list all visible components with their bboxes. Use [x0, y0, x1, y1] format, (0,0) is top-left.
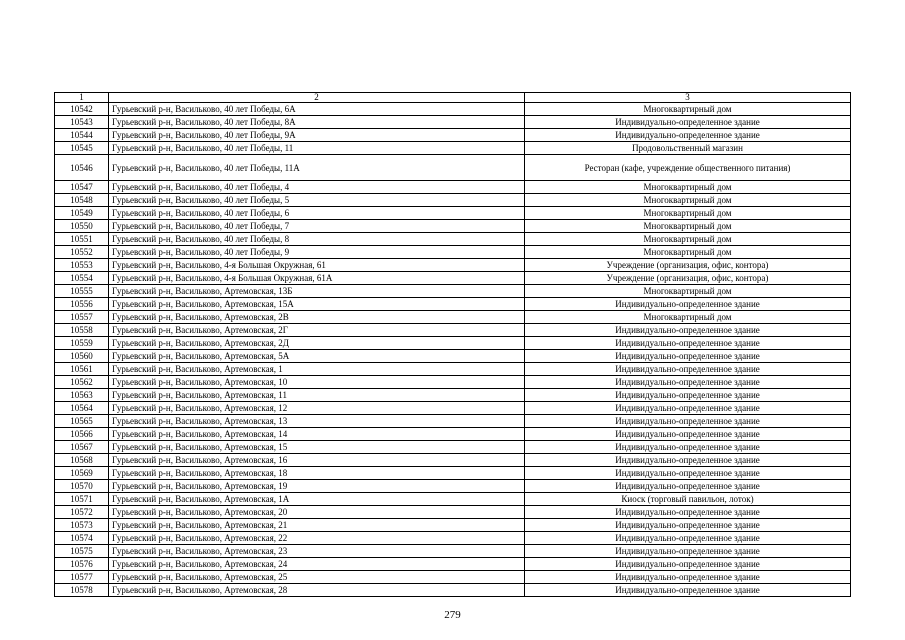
table-row — [55, 480, 851, 493]
row-number-cell: 10571 — [55, 493, 109, 506]
column-header-2: 2 — [109, 93, 525, 103]
address-cell: Гурьевский р-н, Васильково, Артемовская, 16 — [109, 454, 525, 467]
row-number-cell: 10545 — [55, 142, 109, 155]
table-row — [55, 116, 851, 129]
object-type-cell: Индивидуально-определенное здание — [525, 129, 851, 142]
object-type-cell: Индивидуально-определенное здание — [525, 415, 851, 428]
address-cell: Гурьевский р-н, Васильково, 40 лет Победы, 8 — [109, 233, 525, 246]
address-cell: Гурьевский р-н, Васильково, 40 лет Победы, 11 — [109, 142, 525, 155]
address-cell: Гурьевский р-н, Васильково, Артемовская, 13 — [109, 415, 525, 428]
object-type-cell: Индивидуально-определенное здание — [525, 571, 851, 584]
address-cell: Гурьевский р-н, Васильково, Артемовская, 11 — [109, 389, 525, 402]
address-cell: Гурьевский р-н, Васильково, 4-я Большая Окружная, 61 — [109, 259, 525, 272]
object-type-cell: Индивидуально-определенное здание — [525, 454, 851, 467]
address-cell: Гурьевский р-н, Васильково, 40 лет Победы, 9 — [109, 246, 525, 259]
address-cell: Гурьевский р-н, Васильково, Артемовская, 21 — [109, 519, 525, 532]
address-cell: Гурьевский р-н, Васильково, 40 лет Победы, 8А — [109, 116, 525, 129]
object-type-cell: Киоск (торговый павильон, лоток) — [525, 493, 851, 506]
table-row — [55, 350, 851, 363]
object-type-cell: Индивидуально-определенное здание — [525, 480, 851, 493]
table-row — [55, 558, 851, 571]
register-table — [54, 92, 851, 597]
row-number-cell: 10548 — [55, 194, 109, 207]
table-header-row — [55, 93, 851, 103]
column-header-3: 3 — [525, 93, 851, 103]
row-number-cell: 10544 — [55, 129, 109, 142]
row-number-cell: 10578 — [55, 584, 109, 597]
object-type-cell: Индивидуально-определенное здание — [525, 545, 851, 558]
address-cell: Гурьевский р-н, Васильково, Артемовская, 1 — [109, 363, 525, 376]
address-cell: Гурьевский р-н, Васильково, 40 лет Победы, 6 — [109, 207, 525, 220]
row-number-cell: 10567 — [55, 441, 109, 454]
row-number-cell: 10551 — [55, 233, 109, 246]
row-number-cell: 10561 — [55, 363, 109, 376]
row-number-cell: 10566 — [55, 428, 109, 441]
object-type-cell: Продовольственный магазин — [525, 142, 851, 155]
table-row — [55, 415, 851, 428]
object-type-cell: Индивидуально-определенное здание — [525, 298, 851, 311]
address-cell: Гурьевский р-н, Васильково, Артемовская, 5А — [109, 350, 525, 363]
address-cell: Гурьевский р-н, Васильково, Артемовская, 2Д — [109, 337, 525, 350]
address-cell: Гурьевский р-н, Васильково, Артемовская, 2В — [109, 311, 525, 324]
table-row — [55, 324, 851, 337]
page-number: 279 — [444, 609, 461, 621]
object-type-cell: Учреждение (организация, офис, контора) — [525, 272, 851, 285]
row-number-cell: 10555 — [55, 285, 109, 298]
table-row — [55, 493, 851, 506]
address-cell: Гурьевский р-н, Васильково, 4-я Большая Окружная, 61А — [109, 272, 525, 285]
address-cell: Гурьевский р-н, Васильково, Артемовская, 13Б — [109, 285, 525, 298]
row-number-cell: 10570 — [55, 480, 109, 493]
table-row — [55, 441, 851, 454]
row-number-cell: 10556 — [55, 298, 109, 311]
address-cell: Гурьевский р-н, Васильково, Артемовская, 15 — [109, 441, 525, 454]
object-type-cell: Индивидуально-определенное здание — [525, 506, 851, 519]
row-number-cell: 10560 — [55, 350, 109, 363]
row-number-cell: 10562 — [55, 376, 109, 389]
row-number-cell: 10558 — [55, 324, 109, 337]
row-number-cell: 10554 — [55, 272, 109, 285]
table-row — [55, 363, 851, 376]
address-cell: Гурьевский р-н, Васильково, Артемовская, 25 — [109, 571, 525, 584]
object-type-cell: Индивидуально-определенное здание — [525, 389, 851, 402]
table-row — [55, 454, 851, 467]
table-row — [55, 194, 851, 207]
row-number-cell: 10569 — [55, 467, 109, 480]
table-row — [55, 207, 851, 220]
object-type-cell: Ресторан (кафе, учреждение общественного питания) — [525, 155, 851, 181]
row-number-cell: 10573 — [55, 519, 109, 532]
object-type-cell: Индивидуально-определенное здание — [525, 324, 851, 337]
register-table-body — [55, 93, 851, 597]
row-number-cell: 10546 — [55, 155, 109, 181]
table-row — [55, 311, 851, 324]
row-number-cell: 10543 — [55, 116, 109, 129]
row-number-cell: 10559 — [55, 337, 109, 350]
object-type-cell: Индивидуально-определенное здание — [525, 376, 851, 389]
address-cell: Гурьевский р-н, Васильково, 40 лет Победы, 4 — [109, 181, 525, 194]
table-row — [55, 272, 851, 285]
table-row — [55, 376, 851, 389]
object-type-cell: Многоквартирный дом — [525, 285, 851, 298]
object-type-cell: Многоквартирный дом — [525, 246, 851, 259]
address-cell: Гурьевский р-н, Васильково, Артемовская, 18 — [109, 467, 525, 480]
object-type-cell: Учреждение (организация, офис, контора) — [525, 259, 851, 272]
table-row — [55, 389, 851, 402]
row-number-cell: 10565 — [55, 415, 109, 428]
address-cell: Гурьевский р-н, Васильково, Артемовская, 14 — [109, 428, 525, 441]
address-cell: Гурьевский р-н, Васильково, Артемовская, 28 — [109, 584, 525, 597]
address-cell: Гурьевский р-н, Васильково, Артемовская, 1А — [109, 493, 525, 506]
object-type-cell: Индивидуально-определенное здание — [525, 558, 851, 571]
object-type-cell: Индивидуально-определенное здание — [525, 350, 851, 363]
table-row — [55, 220, 851, 233]
object-type-cell: Индивидуально-определенное здание — [525, 337, 851, 350]
row-number-cell: 10542 — [55, 103, 109, 116]
table-row — [55, 259, 851, 272]
table-row — [55, 181, 851, 194]
table-row — [55, 545, 851, 558]
table-row — [55, 519, 851, 532]
row-number-cell: 10575 — [55, 545, 109, 558]
table-row — [55, 233, 851, 246]
row-number-cell: 10552 — [55, 246, 109, 259]
table-row — [55, 506, 851, 519]
object-type-cell: Индивидуально-определенное здание — [525, 428, 851, 441]
row-number-cell: 10563 — [55, 389, 109, 402]
object-type-cell: Индивидуально-определенное здание — [525, 467, 851, 480]
address-cell: Гурьевский р-н, Васильково, Артемовская, 12 — [109, 402, 525, 415]
address-cell: Гурьевский р-н, Васильково, Артемовская, 15А — [109, 298, 525, 311]
table-row — [55, 298, 851, 311]
address-cell: Гурьевский р-н, Васильково, Артемовская, 20 — [109, 506, 525, 519]
row-number-cell: 10557 — [55, 311, 109, 324]
table-row — [55, 155, 851, 181]
table-row — [55, 584, 851, 597]
address-cell: Гурьевский р-н, Васильково, 40 лет Победы, 6А — [109, 103, 525, 116]
object-type-cell: Многоквартирный дом — [525, 220, 851, 233]
table-row — [55, 103, 851, 116]
column-header-1: 1 — [55, 93, 109, 103]
address-cell: Гурьевский р-н, Васильково, 40 лет Победы, 5 — [109, 194, 525, 207]
object-type-cell: Индивидуально-определенное здание — [525, 441, 851, 454]
table-row — [55, 402, 851, 415]
object-type-cell: Индивидуально-определенное здание — [525, 116, 851, 129]
object-type-cell: Многоквартирный дом — [525, 207, 851, 220]
table-row — [55, 571, 851, 584]
row-number-cell: 10564 — [55, 402, 109, 415]
object-type-cell: Индивидуально-определенное здание — [525, 363, 851, 376]
object-type-cell: Многоквартирный дом — [525, 233, 851, 246]
table-row — [55, 337, 851, 350]
row-number-cell: 10574 — [55, 532, 109, 545]
row-number-cell: 10550 — [55, 220, 109, 233]
table-row — [55, 532, 851, 545]
table-row — [55, 246, 851, 259]
address-cell: Гурьевский р-н, Васильково, 40 лет Победы, 7 — [109, 220, 525, 233]
address-cell: Гурьевский р-н, Васильково, Артемовская, 10 — [109, 376, 525, 389]
address-cell: Гурьевский р-н, Васильково, 40 лет Победы, 11А — [109, 155, 525, 181]
address-cell: Гурьевский р-н, Васильково, Артемовская, 2Г — [109, 324, 525, 337]
table-row — [55, 142, 851, 155]
table-row — [55, 129, 851, 142]
row-number-cell: 10568 — [55, 454, 109, 467]
address-cell: Гурьевский р-н, Васильково, Артемовская, 23 — [109, 545, 525, 558]
address-cell: Гурьевский р-н, Васильково, Артемовская, 19 — [109, 480, 525, 493]
row-number-cell: 10549 — [55, 207, 109, 220]
row-number-cell: 10577 — [55, 571, 109, 584]
object-type-cell: Многоквартирный дом — [525, 311, 851, 324]
object-type-cell: Индивидуально-определенное здание — [525, 532, 851, 545]
object-type-cell: Индивидуально-определенное здание — [525, 402, 851, 415]
table-row — [55, 428, 851, 441]
row-number-cell: 10572 — [55, 506, 109, 519]
object-type-cell: Многоквартирный дом — [525, 194, 851, 207]
row-number-cell: 10547 — [55, 181, 109, 194]
object-type-cell: Индивидуально-определенное здание — [525, 584, 851, 597]
table-row — [55, 467, 851, 480]
address-cell: Гурьевский р-н, Васильково, Артемовская, 22 — [109, 532, 525, 545]
object-type-cell: Индивидуально-определенное здание — [525, 519, 851, 532]
address-cell: Гурьевский р-н, Васильково, Артемовская, 24 — [109, 558, 525, 571]
address-cell: Гурьевский р-н, Васильково, 40 лет Победы, 9А — [109, 129, 525, 142]
row-number-cell: 10553 — [55, 259, 109, 272]
object-type-cell: Многоквартирный дом — [525, 181, 851, 194]
table-row — [55, 285, 851, 298]
row-number-cell: 10576 — [55, 558, 109, 571]
object-type-cell: Многоквартирный дом — [525, 103, 851, 116]
